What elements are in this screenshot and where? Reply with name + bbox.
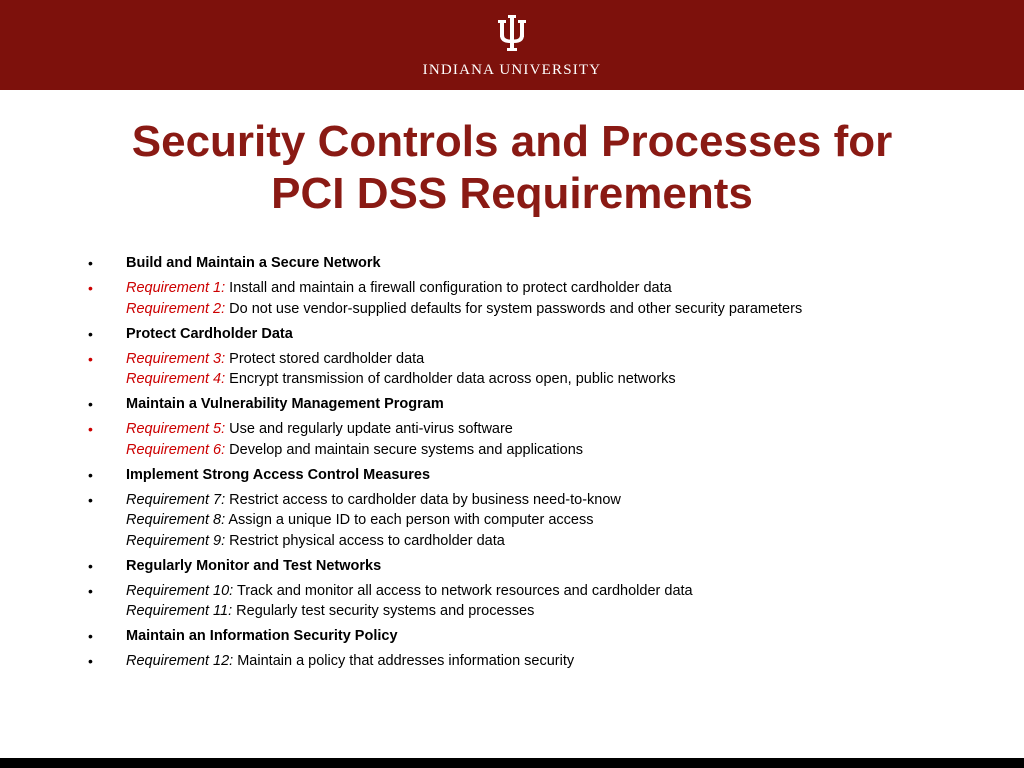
bullet: • — [88, 466, 93, 483]
bullet: • — [88, 582, 93, 599]
requirement-row — [0, 581, 1024, 602]
requirement-text: Do not use vendor-supplied defaults for system passwords and other security parameters — [225, 300, 803, 317]
requirement-text: Restrict access to cardholder data by business need-to-know — [225, 491, 621, 508]
requirement-row — [0, 651, 1024, 672]
slide-title — [0, 116, 1024, 220]
requirement-row — [0, 349, 1024, 370]
requirement-label: Requirement 8: — [126, 512, 226, 528]
requirement-text: Maintain a policy that addresses information security — [233, 653, 575, 669]
requirement-label: Requirement 9: — [126, 532, 226, 549]
iu-trident-icon — [496, 15, 528, 51]
group-heading: Regularly Monitor and Test Networks — [126, 557, 382, 574]
requirement-text: Assign a unique ID to each person with computer access — [225, 512, 594, 528]
requirement-text: Restrict physical access to cardholder data — [225, 532, 505, 549]
group-heading-row — [0, 556, 1024, 577]
bullet: • — [88, 557, 93, 574]
group-heading: Maintain a Vulnerability Management Program — [126, 396, 444, 412]
bullet: • — [88, 255, 93, 271]
bullet: • — [88, 628, 93, 644]
requirement-text: Use and regularly update anti-virus software — [225, 421, 513, 437]
requirement-row — [0, 490, 1024, 511]
group-heading: Implement Strong Access Control Measures — [126, 466, 431, 483]
bullet: • — [88, 421, 93, 437]
bullet: • — [88, 491, 93, 508]
slide-title-line: Security Controls and Processes for — [131, 117, 893, 166]
requirement-row — [0, 531, 1024, 552]
requirement-text: Encrypt transmission of cardholder data across open, public networks — [225, 371, 676, 387]
requirement-label: Requirement 11: — [126, 603, 233, 619]
requirement-row — [0, 440, 1024, 461]
group-heading-row — [0, 324, 1024, 345]
requirement-label: Requirement 4: — [126, 371, 226, 387]
requirement-label: Requirement 7: — [126, 491, 226, 508]
university-name: INDIANA UNIVERSITY — [422, 62, 602, 78]
group-heading-row — [0, 465, 1024, 486]
requirement-text: Protect stored cardholder data — [225, 350, 425, 367]
group-heading: Maintain an Information Security Policy — [126, 628, 398, 644]
requirement-label: Requirement 10: — [126, 582, 234, 599]
requirement-label: Requirement 6: — [126, 441, 226, 458]
group-heading-row — [0, 253, 1024, 274]
group-heading-row — [0, 626, 1024, 647]
group-heading-row — [0, 394, 1024, 415]
bullet: • — [88, 396, 93, 412]
requirement-label: Requirement 5: — [126, 421, 226, 437]
requirement-label: Requirement 1: — [126, 280, 226, 296]
bullet: • — [88, 653, 93, 669]
requirement-text: Install and maintain a firewall configuration to protect cardholder data — [225, 280, 672, 296]
header-bar — [0, 0, 1024, 90]
requirement-label: Requirement 12: — [126, 653, 234, 669]
requirement-row — [0, 601, 1024, 622]
requirement-label: Requirement 2: — [126, 300, 226, 317]
requirement-text: Regularly test security systems and processes — [232, 603, 535, 619]
slide-title-line: PCI DSS Requirements — [271, 169, 753, 218]
requirement-text: Track and monitor all access to network resources and cardholder data — [233, 582, 693, 599]
requirement-label: Requirement 3: — [126, 350, 226, 367]
group-heading: Protect Cardholder Data — [126, 325, 293, 342]
bullet: • — [88, 350, 93, 367]
requirement-row — [0, 419, 1024, 440]
requirements-list — [0, 253, 1024, 672]
footer-bar — [0, 758, 1024, 768]
group-heading: Build and Maintain a Secure Network — [126, 255, 381, 271]
bullet: • — [88, 280, 93, 296]
bullet: • — [88, 325, 93, 342]
requirement-row — [0, 369, 1024, 390]
requirement-row — [0, 510, 1024, 531]
requirement-text: Develop and maintain secure systems and applications — [225, 441, 584, 458]
requirement-row — [0, 278, 1024, 299]
requirement-row — [0, 299, 1024, 320]
